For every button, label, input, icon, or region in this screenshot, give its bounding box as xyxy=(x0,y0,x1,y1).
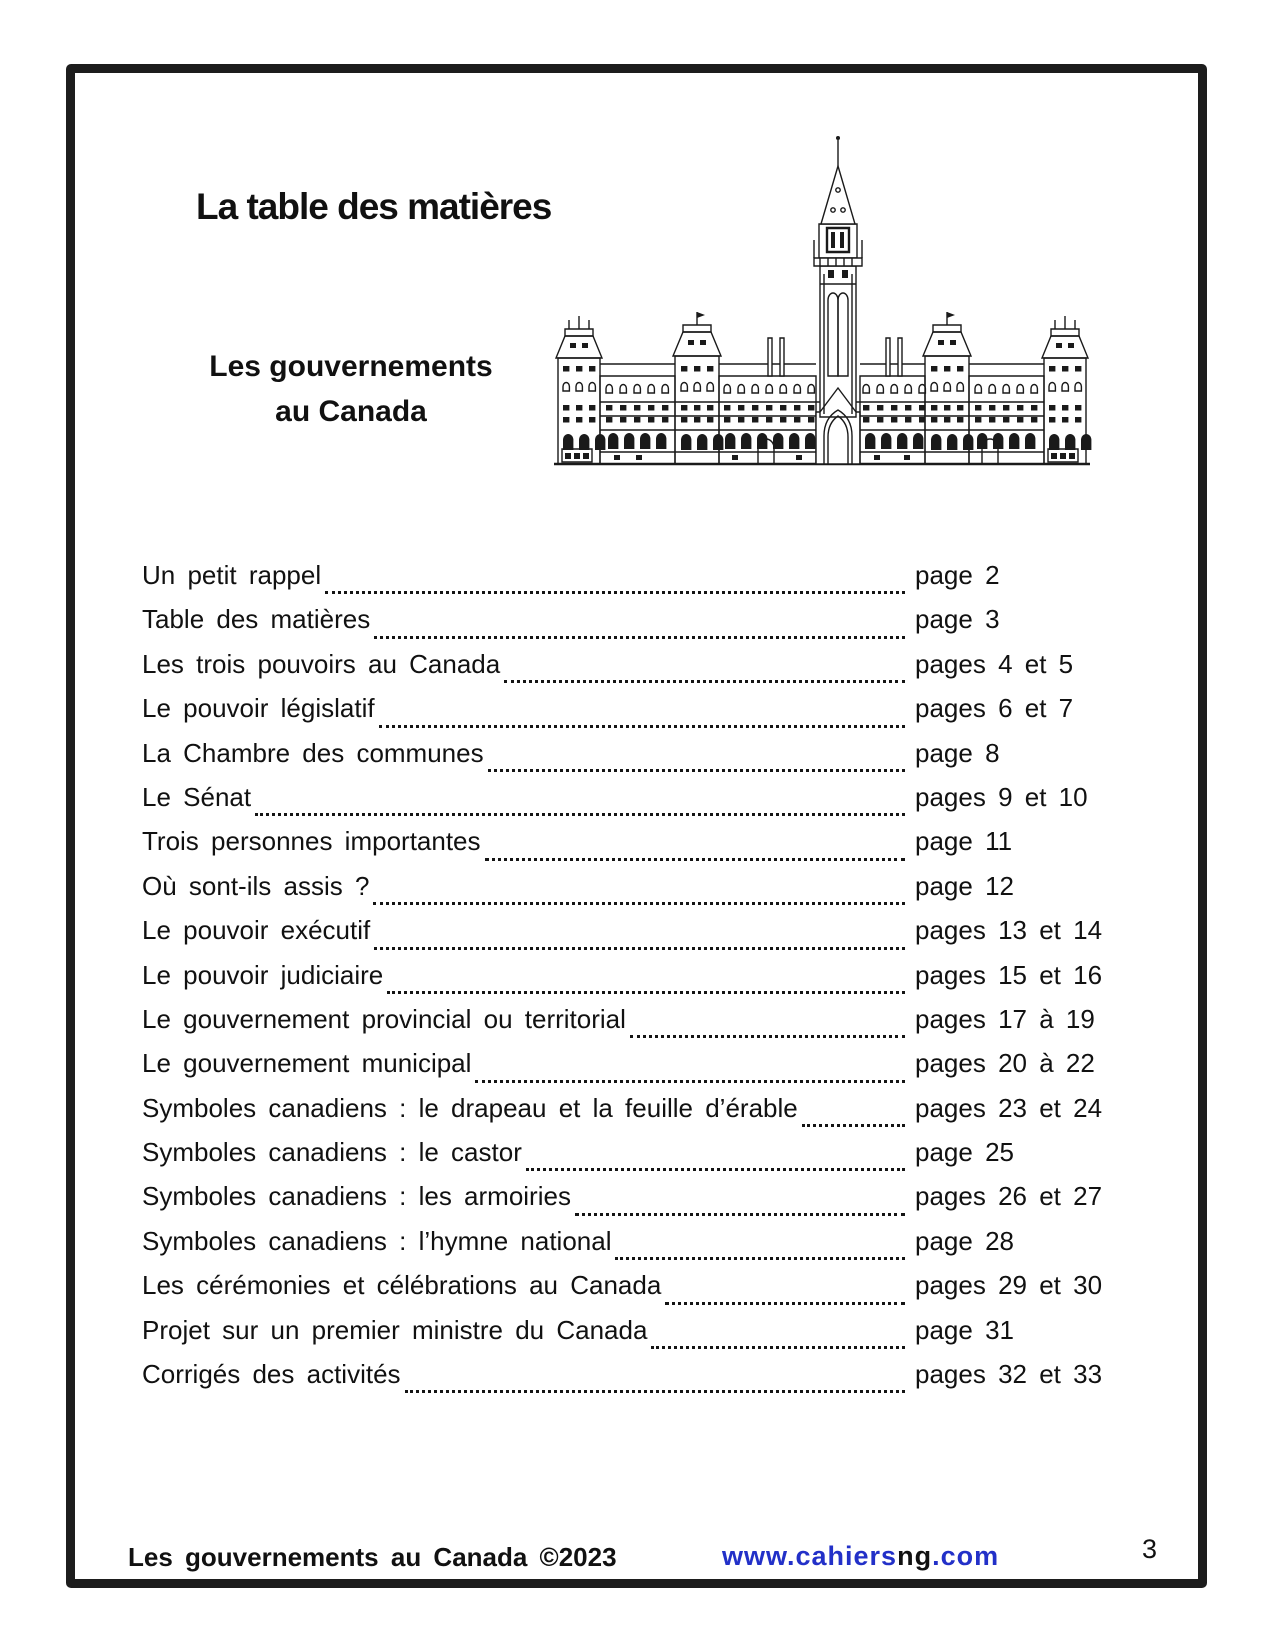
toc-entry-label: Le Sénat xyxy=(142,781,252,812)
toc-entry-label: Table des matières xyxy=(142,604,371,635)
toc-entry-page: page 2 xyxy=(915,560,1000,590)
toc-entry-label: Symboles canadiens : le castor xyxy=(142,1137,522,1168)
toc-dotted-leader xyxy=(379,725,905,728)
toc-dotted-leader xyxy=(373,902,905,905)
toc-row xyxy=(142,1181,1127,1225)
page-subtitle xyxy=(176,344,526,434)
toc-entry-page: page 28 xyxy=(915,1225,1014,1256)
toc-entry-page: page 31 xyxy=(915,1314,1014,1345)
toc-entry-page: page 8 xyxy=(915,737,1000,768)
toc-dotted-leader xyxy=(615,1257,905,1260)
toc-entry-label: Le gouvernement provincial ou territorial xyxy=(142,1003,626,1034)
toc-entry-label: Le pouvoir législatif xyxy=(142,693,375,724)
toc-dotted-leader xyxy=(488,769,905,772)
toc-dotted-leader xyxy=(665,1302,905,1305)
toc-entry-label: Trois personnes importantes xyxy=(142,826,481,857)
toc-entry-page: page 11 xyxy=(915,826,1013,857)
toc-entry-page: pages 29 et 30 xyxy=(915,1270,1103,1301)
toc-row xyxy=(142,782,1127,826)
subtitle-line-2: au Canada xyxy=(275,395,427,428)
toc-dotted-leader xyxy=(405,1390,905,1393)
subtitle-line-1: Les gouvernements xyxy=(209,350,493,383)
toc-row xyxy=(142,1004,1127,1048)
toc-dotted-leader xyxy=(374,636,905,639)
toc-row xyxy=(142,1137,1127,1181)
toc-row xyxy=(142,560,1127,604)
toc-entry-page: pages 23 et 24 xyxy=(915,1092,1103,1123)
toc-entry-page: page 3 xyxy=(915,604,1000,635)
toc-entry-label: Un petit rappel xyxy=(142,560,322,590)
toc-entry-label: Le pouvoir judiciaire xyxy=(142,959,384,990)
toc-dotted-leader xyxy=(475,1080,905,1083)
toc-entry-label: Corrigés des activités xyxy=(142,1359,401,1390)
toc-row xyxy=(142,1359,1127,1403)
toc-dotted-leader xyxy=(630,1035,905,1038)
toc-row xyxy=(142,738,1127,782)
toc-row xyxy=(142,871,1127,915)
toc-list xyxy=(142,560,1127,1403)
toc-row xyxy=(142,1270,1127,1314)
toc-row xyxy=(142,915,1127,959)
toc-dotted-leader xyxy=(374,947,905,950)
toc-dotted-leader xyxy=(802,1124,905,1127)
website-suffix: .com xyxy=(932,1541,1000,1571)
toc-row xyxy=(142,826,1127,870)
toc-entry-label: Symboles canadiens : l’hymne national xyxy=(142,1225,612,1256)
toc-entry-page: pages 26 et 27 xyxy=(915,1181,1103,1212)
toc-entry-label: Le gouvernement municipal xyxy=(142,1048,472,1079)
toc-row xyxy=(142,1226,1127,1270)
website-prefix: www.cahiers xyxy=(722,1541,898,1571)
parliament-building-illustration xyxy=(552,124,1092,470)
toc-row xyxy=(142,604,1127,648)
toc-dotted-leader xyxy=(255,813,905,816)
toc-row xyxy=(142,960,1127,1004)
toc-dotted-leader xyxy=(651,1346,905,1349)
toc-entry-page: pages 4 et 5 xyxy=(915,648,1074,679)
toc-dotted-leader xyxy=(504,680,905,683)
toc-entry-page: pages 17 à 19 xyxy=(915,1003,1095,1034)
website-middle: ng xyxy=(897,1541,933,1571)
toc-dotted-leader xyxy=(526,1168,905,1171)
toc-entry-label: Où sont-ils assis ? xyxy=(142,870,370,901)
toc-row xyxy=(142,649,1127,693)
toc-row xyxy=(142,1315,1127,1359)
toc-entry-page: pages 20 à 22 xyxy=(915,1048,1095,1079)
footer-copyright: Les gouvernements au Canada ©2023 xyxy=(128,1542,617,1572)
toc-row xyxy=(142,1048,1127,1092)
toc-entry-page: pages 32 et 33 xyxy=(915,1359,1103,1390)
toc-entry-label: Le pouvoir exécutif xyxy=(142,915,371,946)
footer-website-link[interactable] xyxy=(722,1541,999,1572)
toc-entry-label: Symboles canadiens : les armoiries xyxy=(142,1181,571,1212)
toc-row xyxy=(142,1093,1127,1137)
page-number: 3 xyxy=(1142,1534,1158,1564)
toc-entry-label: Symboles canadiens : le drapeau et la feuille d’érable xyxy=(142,1092,798,1123)
toc-entry-page: pages 15 et 16 xyxy=(915,959,1103,990)
toc-dotted-leader xyxy=(485,858,905,861)
toc-dotted-leader xyxy=(387,991,905,994)
toc-entry-page: pages 6 et 7 xyxy=(915,693,1074,724)
toc-row xyxy=(142,693,1127,737)
toc-entry-label: Projet sur un premier ministre du Canada xyxy=(142,1314,648,1345)
toc-entry-page: page 25 xyxy=(915,1137,1014,1168)
toc-entry-label: Les trois pouvoirs au Canada xyxy=(142,648,501,679)
page-title: La table des matières xyxy=(196,186,552,227)
toc-entry-label: Les cérémonies et célébrations au Canada xyxy=(142,1270,662,1301)
toc-entry-page: page 12 xyxy=(915,870,1014,901)
toc-dotted-leader xyxy=(575,1213,905,1216)
toc-entry-label: La Chambre des communes xyxy=(142,737,484,768)
toc-entry-page: pages 9 et 10 xyxy=(915,781,1088,812)
toc-dotted-leader xyxy=(325,591,905,594)
toc-entry-page: pages 13 et 14 xyxy=(915,915,1103,946)
